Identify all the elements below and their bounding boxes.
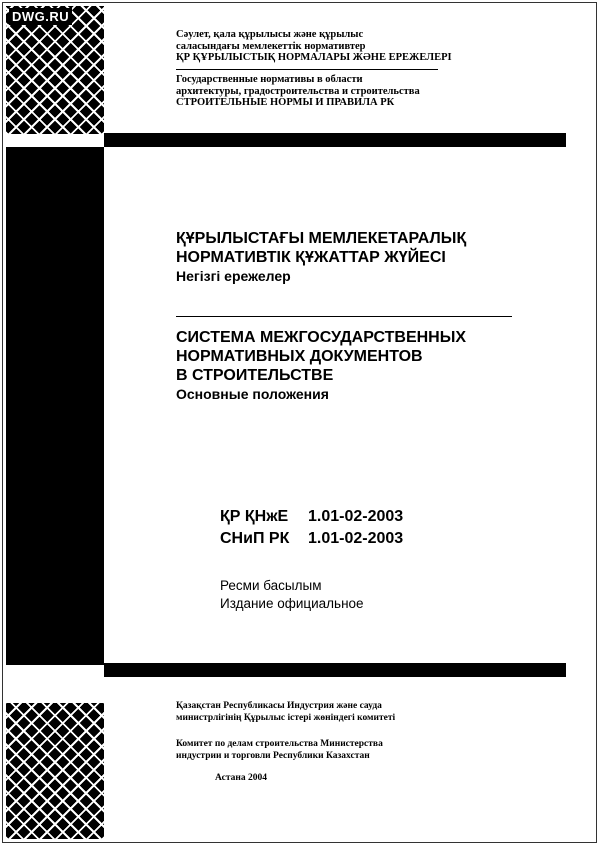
code-number: 1.01-02-2003	[308, 530, 404, 547]
code-row-ru	[220, 528, 403, 550]
title-divider	[176, 316, 512, 317]
watermark-logo: DWG.RU	[9, 8, 72, 25]
title-kz-subtitle: Негізгі ережелер	[176, 268, 291, 284]
title-ru-line: В СТРОИТЕЛЬСТВЕ	[176, 367, 334, 384]
footer-kazakh	[176, 700, 476, 724]
header-ru-line: СТРОИТЕЛЬНЫЕ НОРМЫ И ПРАВИЛА РК	[176, 97, 395, 108]
code-prefix: СНиП РК	[220, 530, 290, 547]
footer-ru-line: индустрии и торговли Республики Казахстан	[176, 751, 370, 761]
title-kazakh	[176, 229, 536, 285]
footer-russian	[176, 738, 476, 762]
edition-label	[220, 577, 364, 613]
decorative-bar-bottom	[104, 663, 566, 677]
footer-kz-line: Қазақстан Республикасы Индустрия және сауда	[176, 701, 382, 711]
decorative-black-column	[6, 147, 104, 665]
header-divider	[176, 69, 438, 70]
code-number: 1.01-02-2003	[308, 508, 404, 525]
edition-kz: Ресми басылым	[220, 578, 322, 593]
edition-ru: Издание официальное	[220, 596, 364, 611]
header-russian	[176, 74, 476, 109]
decorative-bar-top	[104, 133, 566, 147]
header-kz-line: ҚР ҚҰРЫЛЫСТЫҚ НОРМАЛАРЫ ЖӘНЕ ЕРЕЖЕЛЕРІ	[176, 52, 452, 63]
footer-city-year: Астана 2004	[215, 773, 267, 783]
header-ru-line: архитектуры, градостроительства и строительства	[176, 85, 420, 97]
code-row-kz	[220, 506, 403, 528]
header-kz-line: Сәулет, қала құрылысы және құрылыс	[176, 29, 364, 40]
header-kazakh	[176, 29, 476, 64]
header-kz-line: саласындағы мемлекеттік нормативтер	[176, 40, 366, 52]
title-ru-line: СИСТЕМА МЕЖГОСУДАРСТВЕННЫХ	[176, 329, 467, 346]
title-russian	[176, 328, 536, 403]
header-ru-line: Государственные нормативы в области	[176, 74, 363, 85]
decorative-pattern-top	[6, 6, 104, 134]
title-ru-line: НОРМАТИВНЫХ ДОКУМЕНТОВ	[176, 348, 423, 365]
footer-ru-line: Комитет по делам строительства Министерства	[176, 739, 383, 749]
title-kz-line: НОРМАТИВТІК ҚҰЖАТТАР ЖҮЙЕСІ	[176, 249, 446, 266]
decorative-pattern-bottom	[6, 703, 104, 839]
title-ru-subtitle: Основные положения	[176, 386, 329, 402]
title-kz-line: ҚҰРЫЛЫСТАҒЫ МЕМЛЕКЕТАРАЛЫҚ	[176, 230, 467, 247]
code-prefix: ҚР ҚНжЕ	[220, 508, 289, 525]
document-codes	[220, 506, 403, 550]
footer-kz-line: министрлігінің Құрылыс істері жөніндегі комитеті	[176, 713, 396, 723]
